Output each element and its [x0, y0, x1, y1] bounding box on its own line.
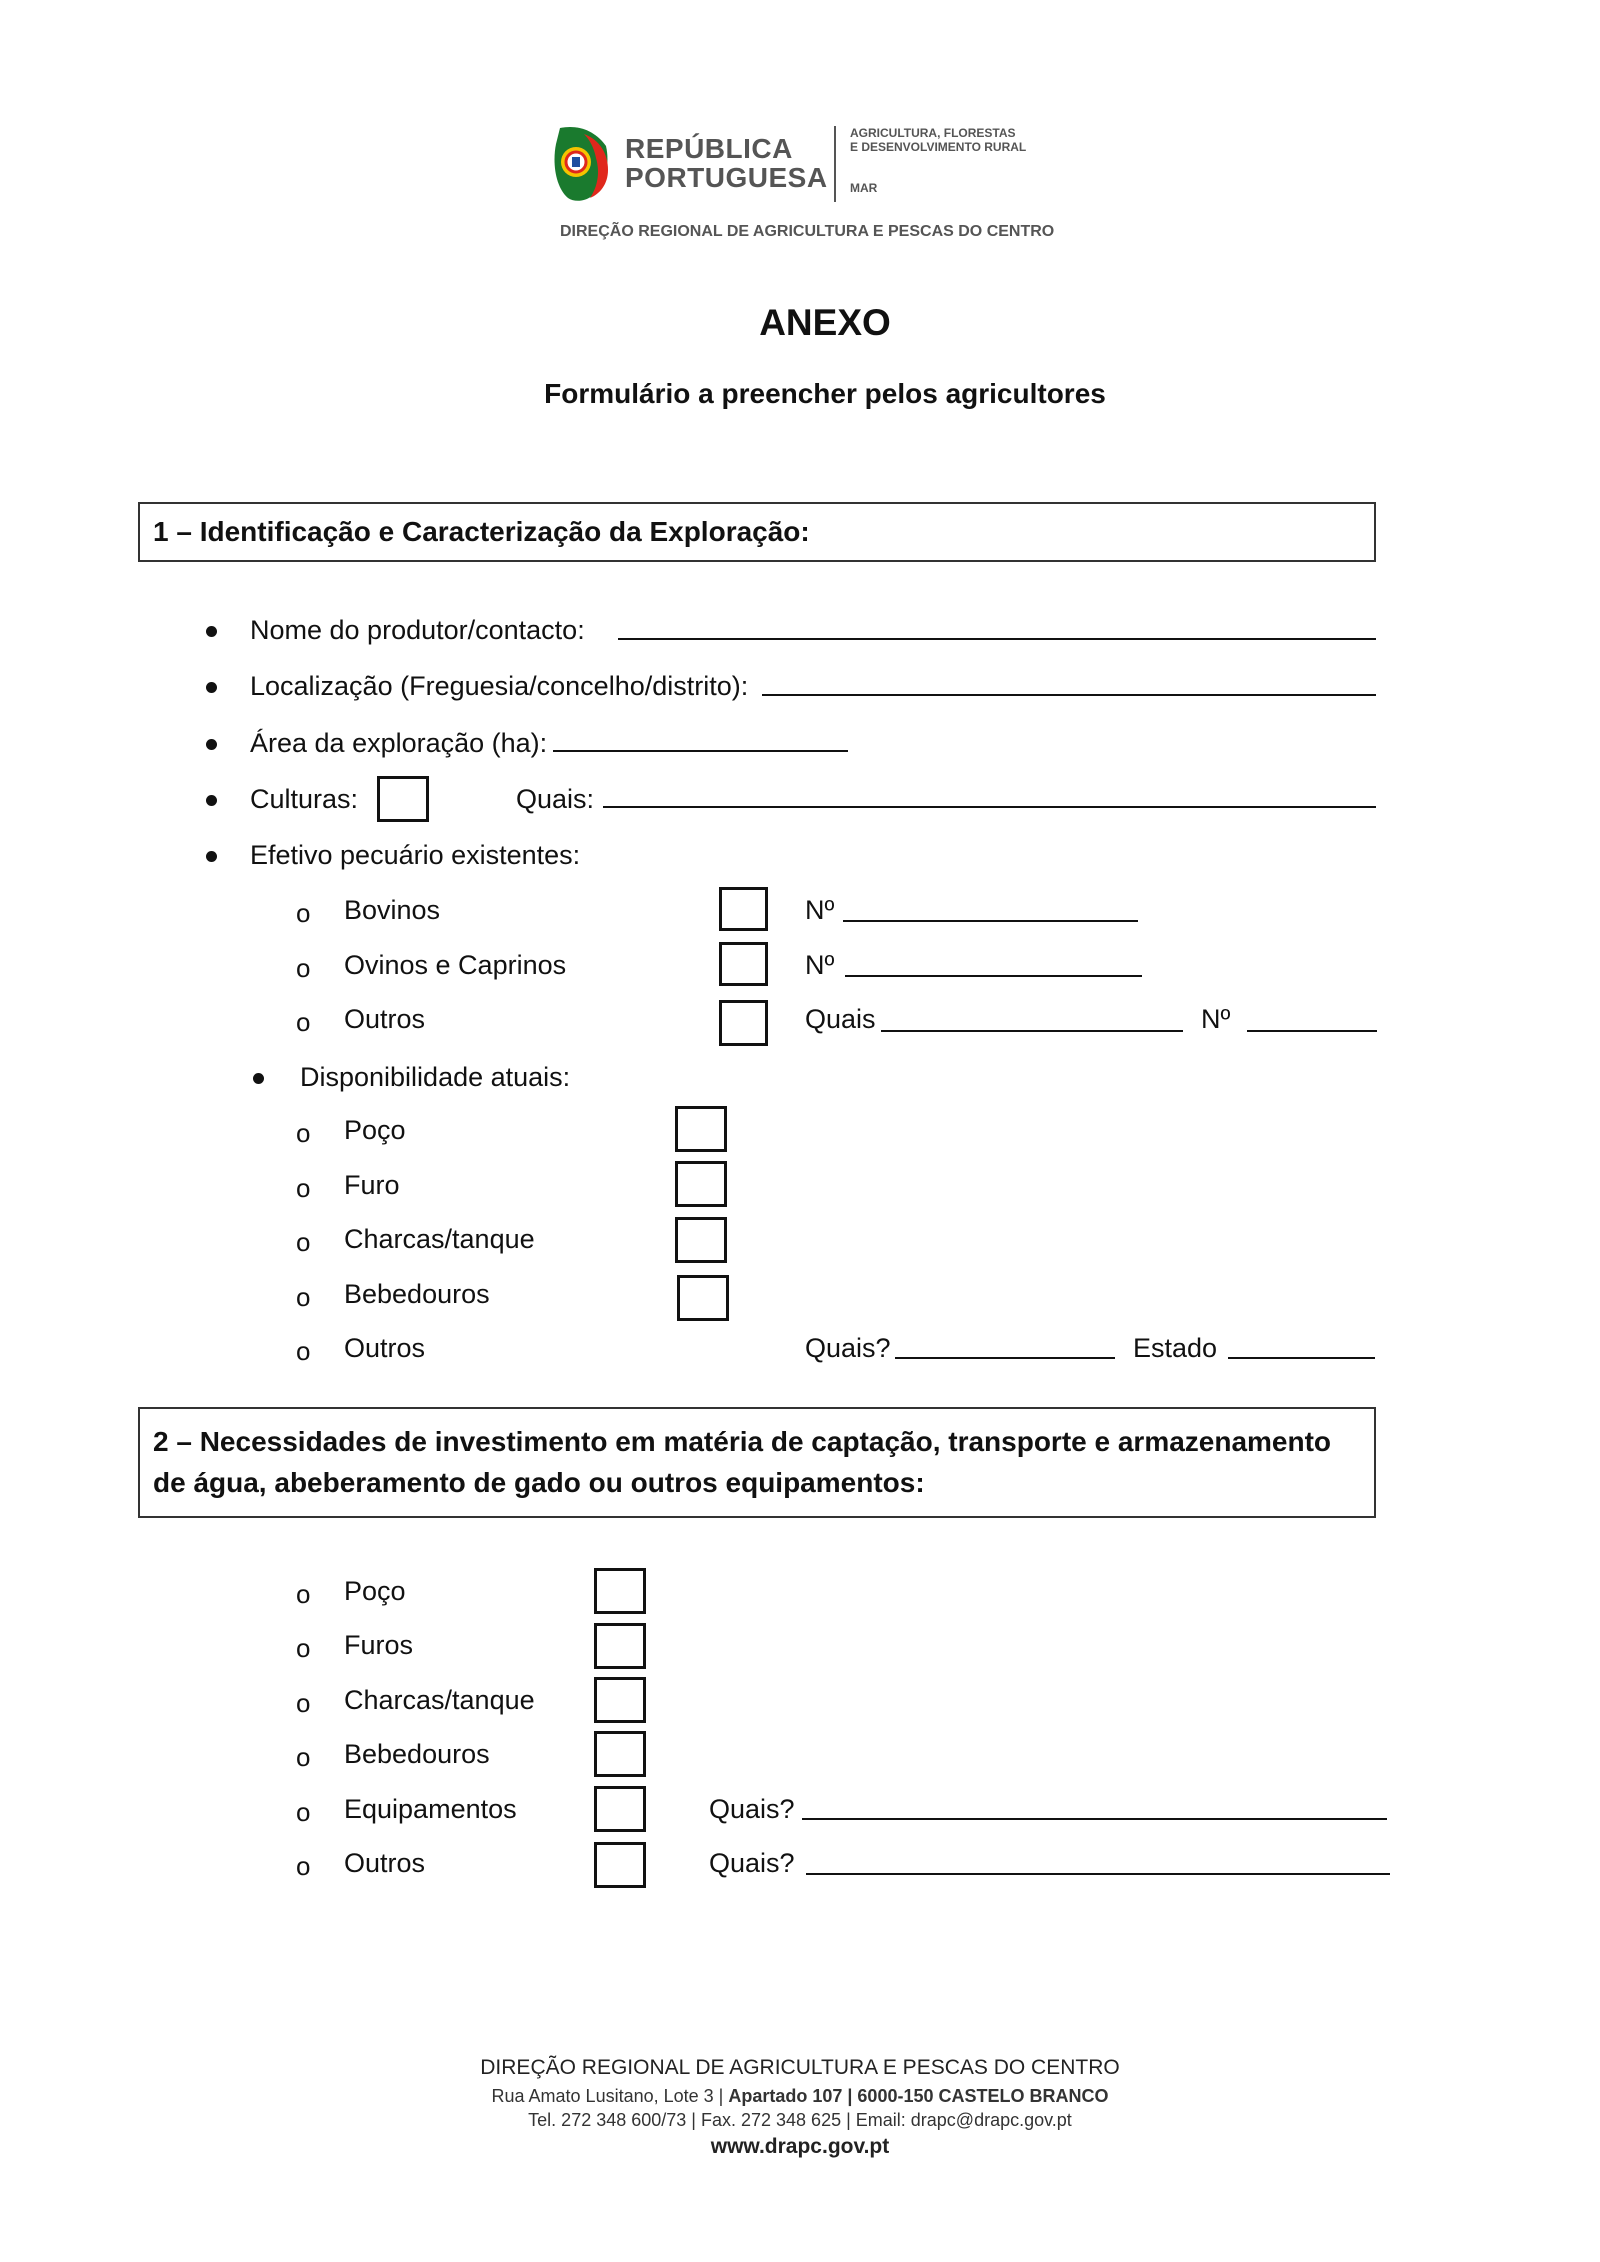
need-furos-label: Furos — [344, 1630, 414, 1660]
livestock-label: Efetivo pecuário existentes: — [250, 840, 581, 870]
list-bullet — [206, 626, 217, 637]
ministry-line-2: E DESENVOLVIMENTO RURAL — [850, 140, 1027, 155]
circle-bullet: o — [296, 953, 311, 983]
ministry-line-3: MAR — [850, 180, 878, 195]
need-bebedouros-label: Bebedouros — [344, 1739, 490, 1769]
need-equipamentos-which-label: Quais? — [709, 1794, 795, 1824]
page-subtitle: Formulário a preencher pelos agricultores — [544, 378, 1106, 409]
footer-org-name: DIREÇÃO REGIONAL DE AGRICULTURA E PESCAS DO CENTRO — [480, 2056, 1120, 2079]
livestock-bovinos-checkbox[interactable] — [719, 887, 768, 931]
availability-poco-checkbox[interactable] — [675, 1106, 727, 1152]
crops-label: Culturas: — [250, 784, 359, 814]
list-bullet — [206, 739, 217, 750]
availability-furo-checkbox[interactable] — [675, 1161, 727, 1207]
producer-field[interactable] — [618, 638, 1376, 640]
availability-outros-label: Outros — [344, 1333, 426, 1363]
livestock-ovinos-checkbox[interactable] — [719, 942, 768, 986]
footer-contacts: Tel. 272 348 600/73 | Fax. 272 348 625 | Email: drapc@drapc.gov.pt — [528, 2110, 1072, 2130]
availability-charcas-label: Charcas/tanque — [344, 1224, 535, 1254]
crops-checkbox[interactable] — [377, 776, 429, 822]
location-field[interactable] — [762, 694, 1376, 696]
section-2-heading — [153, 1422, 1331, 1503]
area-field[interactable] — [553, 750, 848, 752]
availability-bebedouros-checkbox[interactable] — [677, 1275, 729, 1321]
availability-charcas-checkbox[interactable] — [675, 1217, 727, 1263]
livestock-bovinos-num-label: Nº — [805, 895, 835, 925]
area-label: Área da exploração (ha): — [250, 728, 548, 758]
crops-which-label: Quais: — [516, 784, 595, 814]
footer-address — [0, 2086, 1600, 2107]
producer-label: Nome do produtor/contacto: — [250, 615, 585, 645]
availability-outros-which-field[interactable] — [895, 1357, 1115, 1359]
livestock-ovinos-num-field[interactable] — [845, 975, 1142, 977]
government-logo — [550, 120, 1070, 245]
availability-bebedouros-label: Bebedouros — [344, 1279, 490, 1309]
portugal-emblem-icon — [550, 124, 612, 202]
list-bullet — [253, 1073, 264, 1084]
republica-line-1: REPÚBLICA — [625, 133, 793, 164]
circle-bullet: o — [296, 898, 311, 928]
circle-bullet: o — [296, 1797, 311, 1827]
need-poco-checkbox[interactable] — [594, 1568, 646, 1614]
need-equipamentos-which-field[interactable] — [802, 1818, 1387, 1820]
livestock-ovinos-num-label: Nº — [805, 950, 835, 980]
livestock-outros-which-label: Quais — [805, 1004, 876, 1034]
availability-outros-state-field[interactable] — [1228, 1357, 1375, 1359]
footer-street: Rua Amato Lusitano, Lote 3 | — [491, 2086, 729, 2106]
circle-bullet: o — [296, 1633, 311, 1663]
direction-name: DIREÇÃO REGIONAL DE AGRICULTURA E PESCAS DO CENTRO — [560, 223, 1055, 240]
availability-outros-state-label: Estado — [1133, 1333, 1218, 1363]
list-bullet — [206, 851, 217, 862]
circle-bullet: o — [296, 1851, 311, 1881]
livestock-outros-which-field[interactable] — [881, 1030, 1183, 1032]
livestock-bovinos-num-field[interactable] — [843, 920, 1138, 922]
need-charcas-checkbox[interactable] — [594, 1677, 646, 1723]
availability-label: Disponibilidade atuais: — [300, 1062, 571, 1092]
footer-postal: Apartado 107 | 6000-150 CASTELO BRANCO — [728, 2086, 1109, 2106]
footer-website[interactable]: www.drapc.gov.pt — [710, 2135, 890, 2158]
ministry-line-1: AGRICULTURA, FLORESTAS — [850, 126, 1016, 140]
section-2-heading-line-1: 2 – Necessidades de investimento em matéria de captação, transporte e armazenamento — [153, 1426, 1332, 1457]
circle-bullet: o — [296, 1579, 311, 1609]
need-equipamentos-label: Equipamentos — [344, 1794, 517, 1824]
location-label: Localização (Freguesia/concelho/distrito): — [250, 671, 749, 701]
section-2-heading-line-2: de água, abeberamento de gado ou outros equipamentos: — [153, 1466, 925, 1498]
livestock-outros-label: Outros — [344, 1004, 426, 1034]
republica-line-2: PORTUGUESA — [625, 162, 828, 194]
logo-divider — [834, 126, 836, 202]
need-bebedouros-checkbox[interactable] — [594, 1731, 646, 1777]
need-outros-which-field[interactable] — [806, 1873, 1390, 1875]
livestock-bovinos-label: Bovinos — [344, 895, 441, 925]
circle-bullet: o — [296, 1282, 311, 1312]
need-charcas-label: Charcas/tanque — [344, 1685, 535, 1715]
need-equipamentos-checkbox[interactable] — [594, 1786, 646, 1832]
livestock-outros-checkbox[interactable] — [719, 1000, 768, 1046]
section-1-heading: 1 – Identificação e Caracterização da Exploração: — [153, 516, 810, 547]
circle-bullet: o — [296, 1742, 311, 1772]
availability-outros-which-label: Quais? — [805, 1333, 891, 1363]
list-bullet — [206, 795, 217, 806]
list-bullet — [206, 682, 217, 693]
circle-bullet: o — [296, 1688, 311, 1718]
circle-bullet: o — [296, 1173, 311, 1203]
republica-name — [625, 134, 828, 193]
livestock-outros-num-label: Nº — [1201, 1004, 1231, 1034]
circle-bullet: o — [296, 1007, 311, 1037]
need-outros-which-label: Quais? — [709, 1848, 795, 1878]
need-furos-checkbox[interactable] — [594, 1623, 646, 1669]
livestock-outros-num-field[interactable] — [1247, 1030, 1377, 1032]
need-poco-label: Poço — [344, 1576, 406, 1606]
need-outros-checkbox[interactable] — [594, 1842, 646, 1888]
circle-bullet: o — [296, 1336, 311, 1366]
page-title: ANEXO — [759, 302, 891, 343]
crops-which-field[interactable] — [603, 806, 1376, 808]
availability-poco-label: Poço — [344, 1115, 406, 1145]
circle-bullet: o — [296, 1118, 311, 1148]
circle-bullet: o — [296, 1227, 311, 1257]
need-outros-label: Outros — [344, 1848, 426, 1878]
ministry-name — [850, 126, 1026, 195]
livestock-ovinos-label: Ovinos e Caprinos — [344, 950, 567, 980]
availability-furo-label: Furo — [344, 1170, 400, 1200]
